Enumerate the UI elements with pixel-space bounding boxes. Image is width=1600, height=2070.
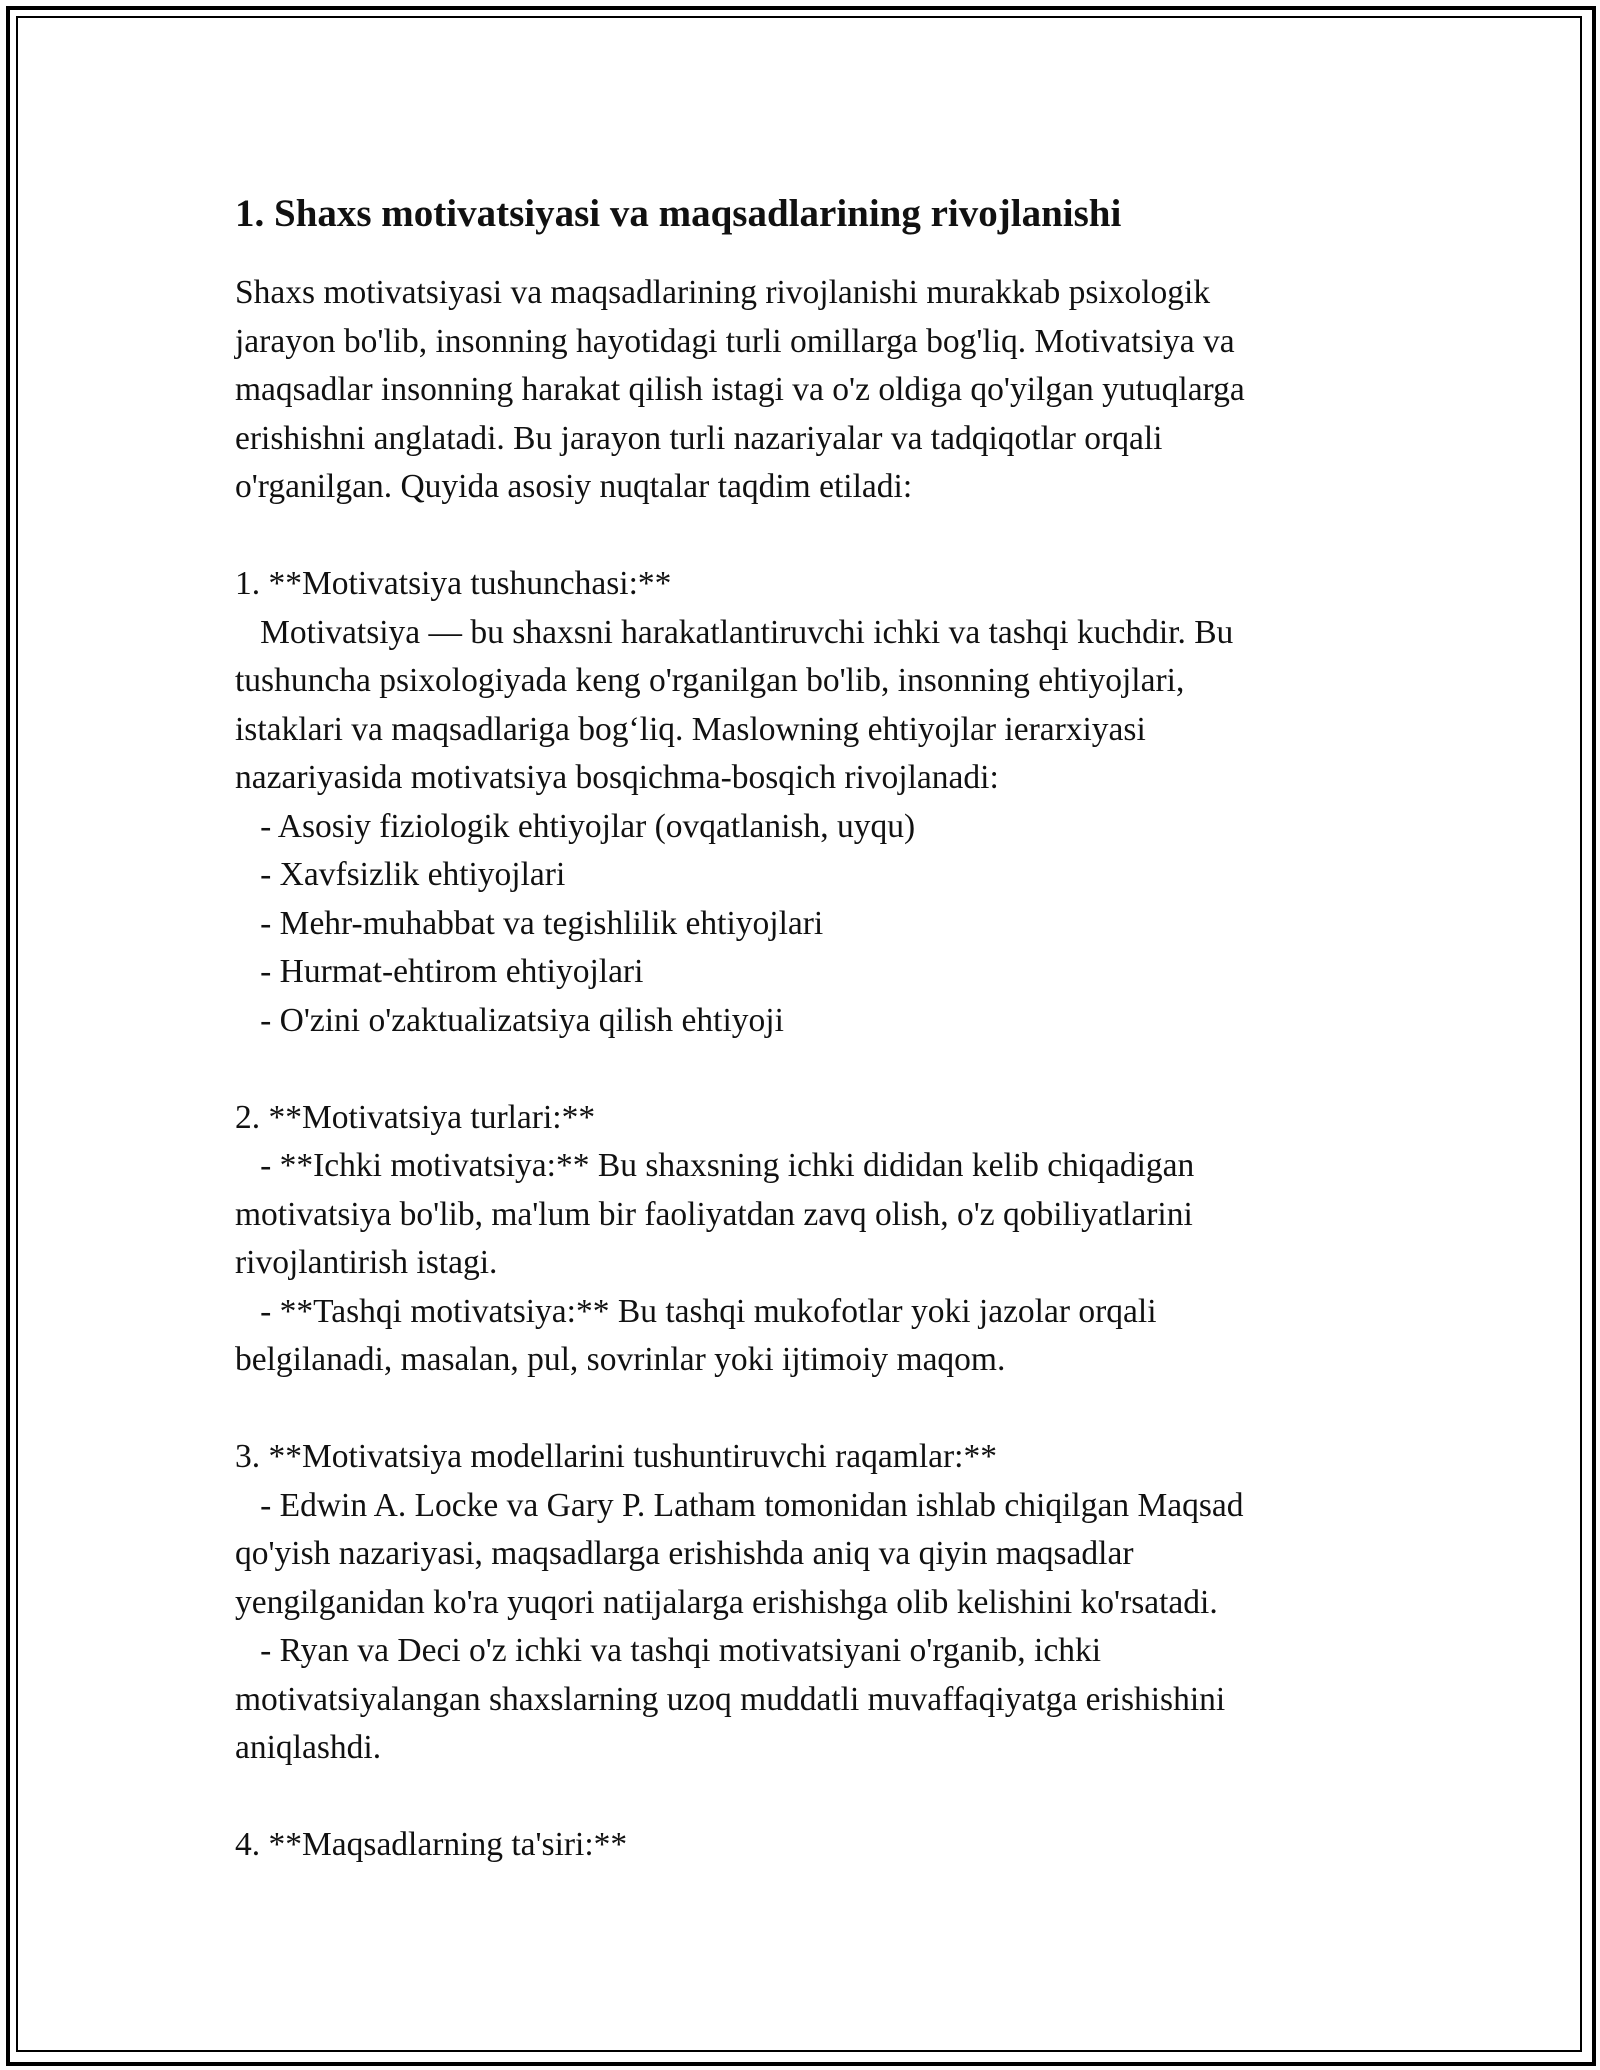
text-line: - **Ichki motivatsiya:** Bu shaxsning ichki dididan kelib chiqadigan [235,1147,1195,1184]
text-line: yengilganidan ko'ra yuqori natijalarga erishishga olib kelishini ko'rsatadi. [235,1583,1218,1621]
blank-line [235,1045,1375,1094]
text-line: belgilanadi, masalan, pul, sovrinlar yoki ijtimoiy maqom. [235,1341,1006,1378]
text-line: aniqlashdi. [235,1729,382,1766]
text-line: nazariyasida motivatsiya bosqichma-bosqich rivojlanadi: [235,759,999,796]
text-line: 2. **Motivatsiya turlari:** [235,1098,596,1136]
text-line: - Mehr-muhabbat va tegishlilik ehtiyojlari [235,904,824,942]
blank-line [235,1385,1375,1434]
text-line: Motivatsiya — bu shaxsni harakatlantiruvchi ichki va tashqi kuchdir. Bu [235,613,1234,651]
blank-line [235,512,1375,561]
text-line: 1. **Motivatsiya tushunchasi:** [235,565,672,602]
text-line: tushuncha psixologiyada keng o'rganilgan bo'lib, insonning ehtiyojlari, [235,662,1185,699]
text-line: - **Tashqi motivatsiya:** Bu tashqi mukofotlar yoki jazolar orqali [235,1292,1157,1330]
text-line: - Hurmat-ehtirom ehtiyojlari [235,953,644,990]
text-line: jarayon bo'lib, insonning hayotidagi turli omillarga bog'liq. Motivatsiya va [235,322,1235,360]
text-line: - Edwin A. Locke va Gary P. Latham tomonidan ishlab chiqilgan Maqsad [235,1486,1244,1524]
text-line: Shaxs motivatsiyasi va maqsadlarining rivojlanishi murakkab psixologik [235,274,1211,311]
text-line: 3. **Motivatsiya modellarini tushuntiruvchi raqamlar:** [235,1438,997,1475]
blank-line [235,1773,1375,1822]
text-line: 4. **Maqsadlarning ta'siri:** [235,1826,628,1863]
text-line: - O'zini o'zaktualizatsiya qilish ehtiyoji [235,1001,784,1039]
text-line: - Asosiy fiziologik ehtiyojlar (ovqatlanish, uyqu) [235,807,916,845]
text-line: qo'yish nazariyasi, maqsadlarga erishishda aniq va qiyin maqsadlar [235,1535,1134,1572]
text-line: maqsadlar insonning harakat qilish istagi va o'z oldiga qo'yilgan yutuqlarga [235,371,1245,408]
text-line: - Xavfsizlik ehtiyojlari [235,856,566,893]
document-title: 1. Shaxs motivatsiyasi va maqsadlarining rivojlanishi [235,192,1122,235]
text-line: motivatsiyalangan shaxslarning uzoq muddatli muvaffaqiyatga erishishini [235,1680,1226,1718]
text-line: rivojlantirish istagi. [235,1244,498,1281]
text-line: istaklari va maqsadlariga bog‘liq. Maslowning ehtiyojlar ierarxiyasi [235,710,1146,748]
document-text [235,269,1375,1870]
text-line: motivatsiya bo'lib, ma'lum bir faoliyatdan zavq olish, o'z qobiliyatlarini [235,1195,1193,1233]
text-line: o'rganilgan. Quyida asosiy nuqtalar taqdim etiladi: [235,468,913,505]
document-body [235,186,1375,1870]
text-line: erishishni anglatadi. Bu jarayon turli nazariyalar va tadqiqotlar orqali [235,419,1163,457]
text-line: - Ryan va Deci o'z ichki va tashqi motivatsiyani o'rganib, ichki [235,1632,1102,1669]
